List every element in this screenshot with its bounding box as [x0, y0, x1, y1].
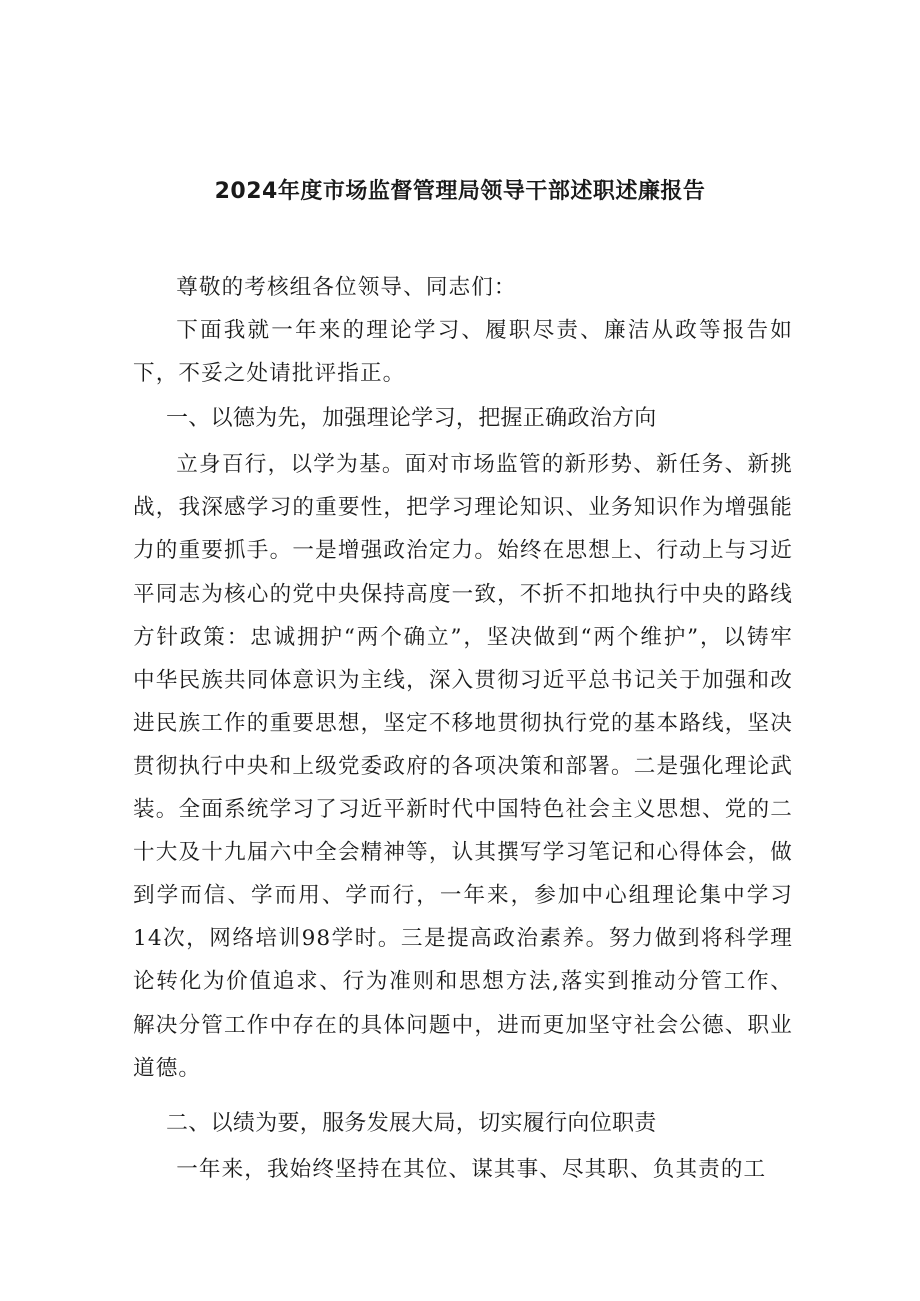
document-body	[133, 266, 793, 1191]
section-heading-2: 二、以绩为要，服务发展大局，切实履行向位职责	[166, 1110, 657, 1136]
document-title: 2024年度市场监督管理局领导干部述职述廉报告	[214, 179, 706, 204]
salutation: 尊敬的考核组各位领导、同志们：	[176, 275, 517, 300]
section-paragraph-1: 立身百行，以学为基。面对市场监管的新形势、新任务、新挑战，我深感学习的重要性，把学习理论知识、业务知识作为增强能力的重要抓手。一是增强政治定力。始终在思想上、行动上与习近平同志为核心的党中央保持高度一致，不折不扣地执行中央的路线方针政策：忠诚拥护“两个确立”，坚决做到“两个维护”，以铸牢中华民族共同体意识为主线，深入贯彻习近平总书记关于加强和改进民族工作的重要思想，坚定不移地贯彻执行党的基本路线，坚决贯彻执行中央和上级党委政府的各项决策和部署。二是强化理论武装。全面系统学习了习近平新时代中国特色社会主义思想、党的二十大及十九届六中全会精神等，认其撰写学习笔记和心得体会，做到学而信、学而用、学而行，一年来，参加中心组理论集中学习14次，网络培训98学时。三是提高政治素养。努力做到将科学理论转化为价值追求、行为准则和思想方法,落实到推动分管工作、解决分管工作中存在的具体问题中，进而更加坚守社会公德、职业道德。	[133, 452, 793, 1081]
intro-paragraph: 下面我就一年来的理论学习、履职尽责、廉洁从政等报告如下，不妥之处请批评指正。	[133, 318, 793, 387]
section-paragraph-2: 一年来，我始终坚持在其位、谋其事、尽其职、负其责的工	[176, 1156, 767, 1182]
section-heading-1: 一、以德为先，加强理论学习，把握正确政治方向	[166, 406, 657, 432]
